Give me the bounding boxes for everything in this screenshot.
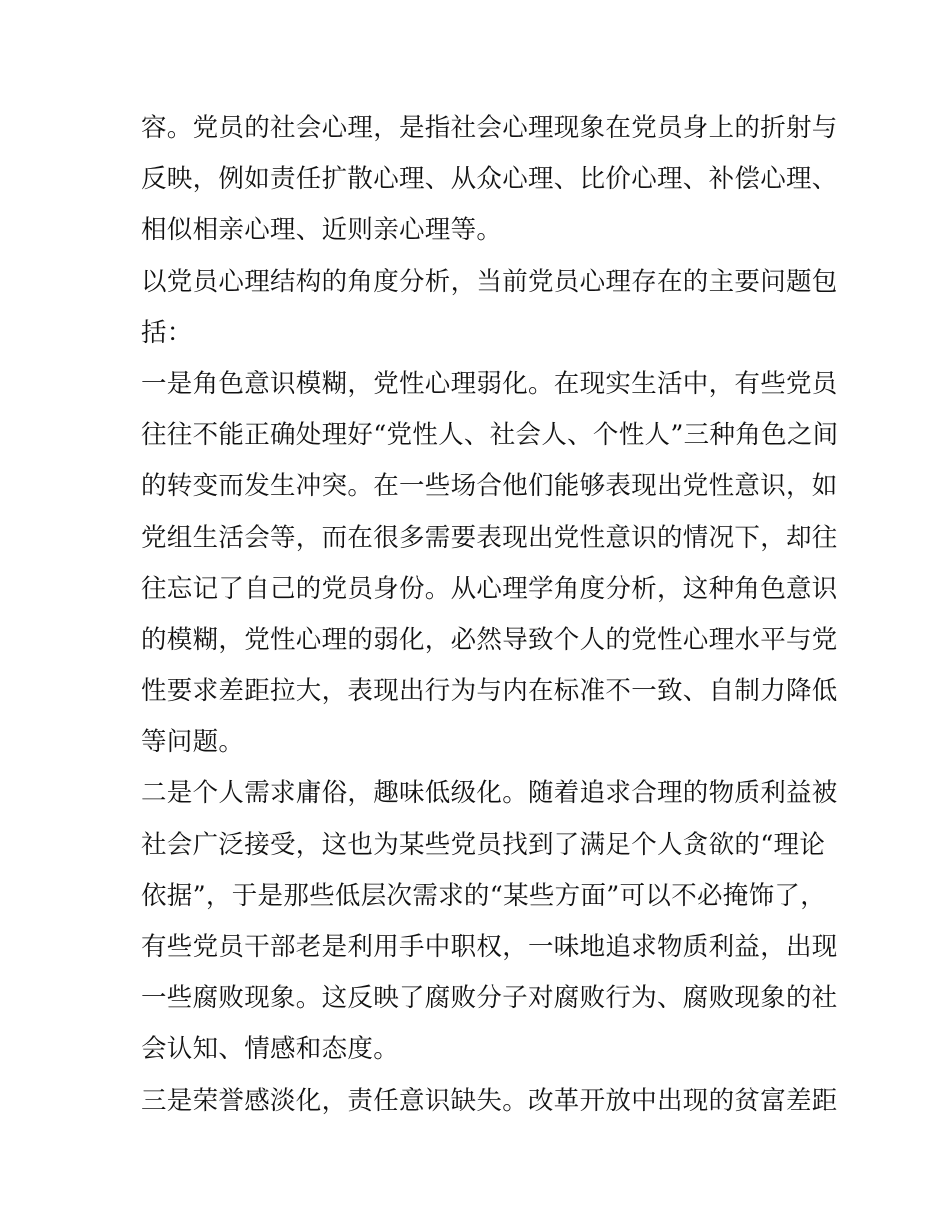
text-line: 社会广泛接受，这也为某些党员找到了满足个人贪欲的“理论 [141, 829, 826, 860]
text-line: 党组生活会等，而在很多需要表现出党性意识的情况下，却往 [141, 522, 838, 553]
text-line: 依据”，于是那些低层次需求的“某些方面”可以不必掩饰了， [141, 880, 827, 911]
text-line: 以党员心理结构的角度分析，当前党员心理存在的主要问题包 [141, 266, 838, 297]
text-line: 的模糊，党性心理的弱化，必然导致个人的党性心理水平与党 [141, 624, 838, 655]
text-line: 三是荣誉感淡化，责任意识缺失。改革开放中出现的贫富差距 [141, 1085, 838, 1116]
text-line: 括： [141, 317, 193, 348]
text-line: 一是角色意识模糊，党性心理弱化。在现实生活中，有些党员 [141, 368, 838, 399]
text-line: 性要求差距拉大，表现出行为与内在标准不一致、自制力降低 [141, 676, 838, 707]
text-line: 的转变而发生冲突。在一些场合他们能够表现出党性意识，如 [141, 471, 838, 502]
text-line: 有些党员干部老是利用手中职权，一味地追求物质利益，出现 [141, 932, 838, 962]
body-text [141, 103, 839, 1127]
text-line: 容。党员的社会心理，是指社会心理现象在党员身上的折射与 [141, 113, 838, 143]
text-line: 反映，例如责任扩散心理、从众心理、比价心理、补偿心理、 [141, 164, 838, 195]
text-line: 相似相亲心理、近则亲心理等。 [141, 215, 503, 246]
text-line: 二是个人需求庸俗，趣味低级化。随着追求合理的物质利益被 [141, 778, 838, 809]
text-line: 等问题。 [141, 727, 245, 758]
text-line: 往忘记了自己的党员身份。从心理学角度分析，这种角色意识 [141, 573, 838, 604]
text-line: 一些腐败现象。这反映了腐败分子对腐败行为、腐败现象的社 [141, 983, 838, 1014]
text-line: 往往不能正确处理好“党性人、社会人、个性人”三种角色之间 [141, 420, 839, 451]
text-line: 会认知、情感和态度。 [141, 1034, 400, 1065]
